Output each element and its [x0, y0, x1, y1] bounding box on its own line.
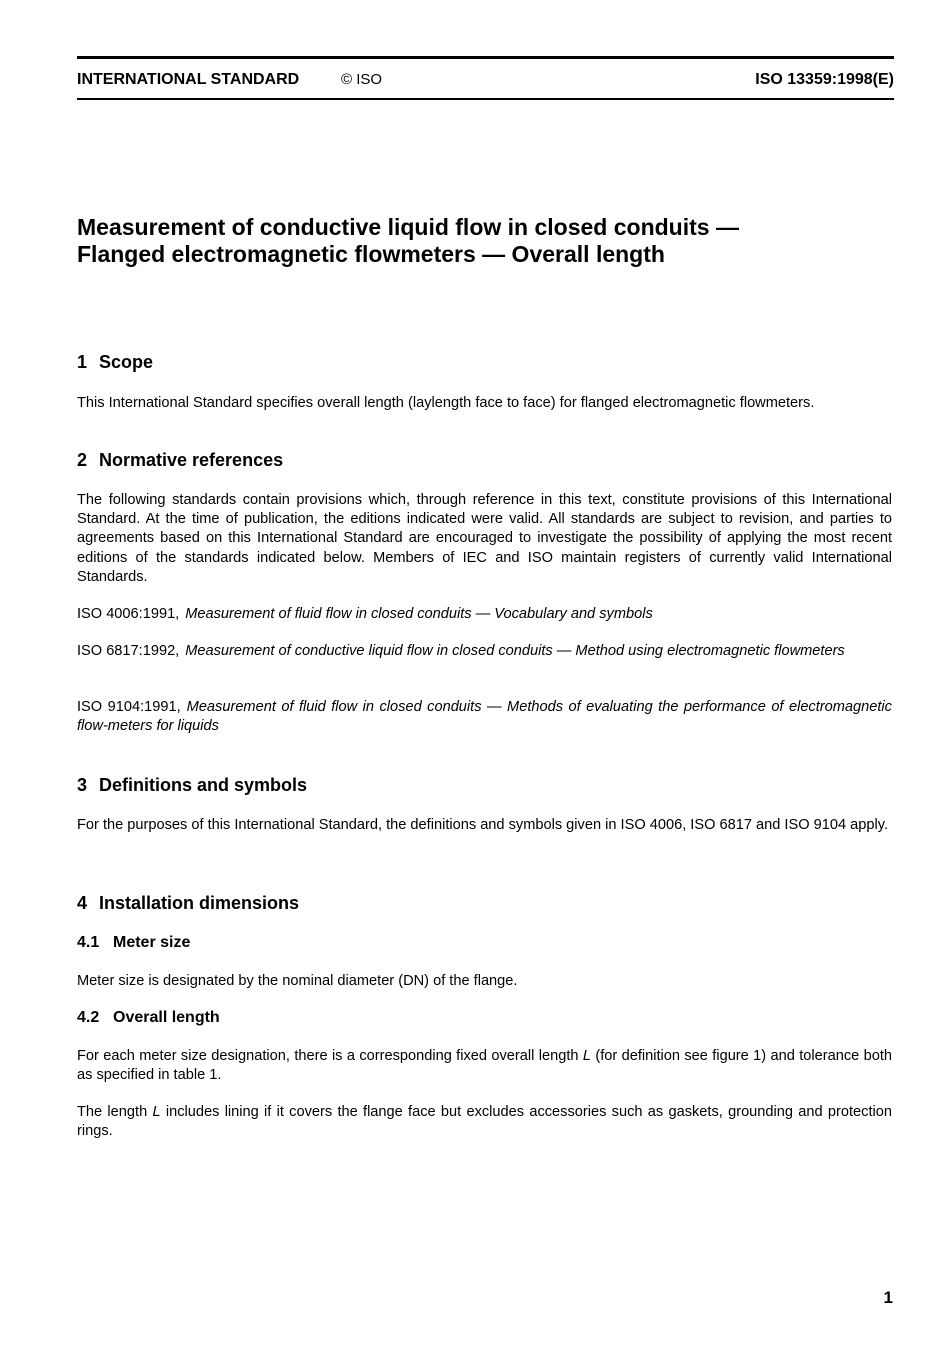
page-number: 1	[883, 1288, 893, 1307]
reference-title: Measurement of fluid flow in closed conduits — Methods of evaluating the performance of electromagnetic flow-meters for liquids	[77, 699, 892, 735]
text-run: The length	[77, 1104, 153, 1120]
section-heading-scope	[77, 351, 153, 373]
subsection-number: 4.1	[77, 934, 100, 951]
document-title	[77, 214, 894, 268]
section-heading-installation-dimensions	[77, 892, 299, 914]
title-line-1: Measurement of conductive liquid flow in closed conduits —	[77, 214, 739, 240]
meter-size-paragraph: Meter size is designated by the nominal diameter (DN) of the flange.	[77, 973, 518, 989]
section-number: 1	[77, 352, 88, 372]
header-top-rule	[77, 56, 894, 59]
section-heading-definitions	[77, 774, 307, 796]
subsection-number: 4.2	[77, 1009, 100, 1026]
header-copyright: © ISO	[341, 71, 383, 88]
reference-code: ISO 4006:1991,	[77, 606, 180, 622]
reference-title: Measurement of conductive liquid flow in closed conduits — Method using electromagnetic flowmeters	[185, 643, 845, 659]
subsection-title: Overall length	[113, 1009, 220, 1026]
section-title: Normative references	[99, 450, 284, 470]
subsection-title: Meter size	[113, 934, 191, 951]
variable-l: L	[152, 1104, 161, 1120]
reference-code: ISO 6817:1992,	[77, 643, 180, 659]
subsection-heading-overall-length	[77, 1008, 220, 1028]
title-line-2: Flanged electromagnetic flowmeters — Overall length	[77, 241, 665, 267]
section-number: 2	[77, 450, 88, 470]
section-title: Scope	[99, 352, 154, 372]
reference-code: ISO 9104:1991,	[77, 699, 181, 715]
header-bottom-rule	[77, 98, 894, 100]
reference-iso-6817	[77, 642, 892, 661]
normative-references-paragraph: The following standards contain provisions which, through reference in this text, constitute provisions of this International Standard. At the time of publication, the editions indicated were valid. All standards are subject to revision, and parties to agreements based on this International Standard are encouraged to investigate the possibility of applying the most recent editions of the standards indicated below. Members of IEC and ISO maintain registers of currently valid International Standards.	[77, 492, 892, 585]
definitions-paragraph: For the purposes of this International Standard, the definitions and symbols given in ISO 4006, ISO 6817 and ISO 9104 apply.	[77, 817, 888, 833]
section-number: 3	[77, 775, 88, 795]
header-standard-label: INTERNATIONAL STANDARD	[77, 71, 300, 88]
reference-iso-9104	[77, 698, 892, 736]
header-document-id: ISO 13359:1998(E)	[755, 71, 894, 88]
variable-l: L	[582, 1048, 591, 1064]
section-number: 4	[77, 893, 88, 913]
text-run: For each meter size designation, there is a corresponding fixed overall length	[77, 1048, 583, 1064]
reference-title: Measurement of fluid flow in closed conduits — Vocabulary and symbols	[185, 606, 653, 622]
overall-length-paragraph-1	[77, 1047, 892, 1085]
scope-paragraph: This International Standard specifies overall length (laylength face to face) for flanged electromagnetic flowmeters.	[77, 395, 815, 411]
section-heading-normative-references	[77, 449, 283, 471]
section-title: Installation dimensions	[99, 893, 300, 913]
text-run: (for definition see figure 1) and tolerance both as specified in table 1.	[77, 1048, 893, 1084]
text-run: includes lining if it covers the flange face but excludes accessories such as gaskets, grounding and protection rings.	[77, 1104, 892, 1140]
overall-length-paragraph-2	[77, 1103, 892, 1141]
reference-iso-4006	[77, 605, 892, 624]
section-title: Definitions and symbols	[99, 775, 308, 795]
subsection-heading-meter-size	[77, 933, 190, 953]
